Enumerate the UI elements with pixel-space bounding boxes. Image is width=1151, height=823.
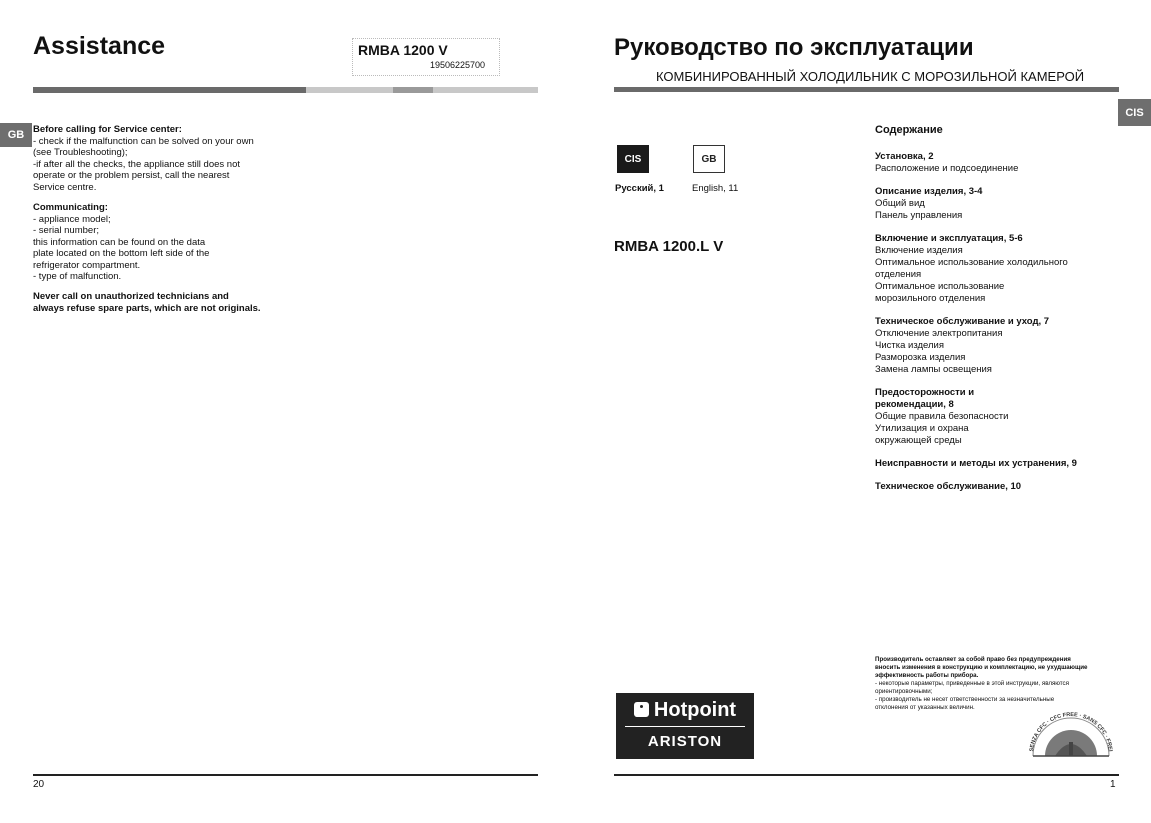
toc-section xyxy=(875,481,1115,493)
table-of-contents xyxy=(875,124,1115,504)
language-label-english: English, 11 xyxy=(692,183,739,194)
toc-item: Оптимальное использование холодильного xyxy=(875,257,1068,268)
header-rule-right xyxy=(614,87,1119,92)
toc-item: Замена лампы освещения xyxy=(875,364,992,375)
toc-item: Общий вид xyxy=(875,198,925,209)
disclaimer-line: Производитель оставляет за собой право без предупреждения xyxy=(875,656,1071,663)
toc-section-heading: Неисправности и методы их устранения, 9 xyxy=(875,458,1077,469)
toc-item: Отключение электропитания xyxy=(875,328,1003,339)
toc-item: Расположение и подсоединение xyxy=(875,163,1019,174)
toc-section xyxy=(875,316,1115,376)
footer-rule-right xyxy=(614,774,1119,776)
communicating-heading: Communicating: xyxy=(33,202,108,213)
toc-item: Оптимальное использование xyxy=(875,281,1005,292)
toc-section-heading: Техническое обслуживание, 10 xyxy=(875,481,1022,492)
communicating-line: refrigerator compartment. xyxy=(33,259,141,271)
toc-item: Включение изделия xyxy=(875,245,963,256)
toc-item: Чистка изделия xyxy=(875,340,944,351)
toc-section xyxy=(875,186,1115,222)
communicating-line: plate located on the bottom left side of the xyxy=(33,248,210,259)
toc-section xyxy=(875,458,1115,470)
toc-section-heading: Установка, 2 xyxy=(875,151,934,162)
toc-section-heading: рекомендации, 8 xyxy=(875,399,954,410)
footer-rule-left xyxy=(33,774,538,776)
toc-section xyxy=(875,233,1115,305)
disclaimer-line: отклонения от указанных величин. xyxy=(875,704,975,711)
seal-text: SENZA CFC · CFC FREE · SANS CFC · FREI xyxy=(1029,711,1113,752)
toc-section-heading: Включение и эксплуатация, 5-6 xyxy=(875,233,1023,244)
logo-brand-top: Hotpoint xyxy=(653,699,737,721)
model-name: RMBA 1200 V xyxy=(358,42,448,58)
page-number-right: 1 xyxy=(1110,779,1116,790)
language-tab-gb: GB xyxy=(0,123,32,147)
logo-brand-bottom: ARISTON xyxy=(647,733,723,750)
toc-item: Утилизация и охрана xyxy=(875,423,969,434)
warning-line: Never call on unauthorized technicians and xyxy=(33,291,229,302)
page-title-manual: Руководство по эксплуатации xyxy=(614,34,974,61)
communicating-line: - serial number; xyxy=(33,225,99,236)
toc-item: Панель управления xyxy=(875,210,963,221)
disclaimer-line: эффективность работы прибора. xyxy=(875,672,979,679)
communicating-section xyxy=(33,202,283,283)
disclaimer-line: ориентировочными; xyxy=(875,688,933,695)
header-rule-left xyxy=(33,87,538,93)
toc-item: отделения xyxy=(875,269,922,280)
language-box-gb: GB xyxy=(693,145,725,173)
warning-line: always refuse spare parts, which are not originals. xyxy=(33,302,261,314)
toc-section xyxy=(875,387,1115,447)
page-title-assistance: Assistance xyxy=(33,32,166,60)
service-line: (see Troubleshooting); xyxy=(33,147,128,158)
toc-item: окружающей среды xyxy=(875,435,962,446)
toc-section-heading: Описание изделия, 3-4 xyxy=(875,186,983,197)
cfc-free-seal-icon xyxy=(1025,688,1117,762)
toc-heading: Содержание xyxy=(875,124,943,136)
page-number-left: 20 xyxy=(33,779,45,790)
warning-section xyxy=(33,291,283,314)
hotpoint-ariston-logo xyxy=(616,693,754,759)
service-line: operate or the problem persist, call the nearest xyxy=(33,170,230,181)
service-heading: Before calling for Service center: xyxy=(33,124,182,135)
toc-item: Общие правила безопасности xyxy=(875,411,1009,422)
language-label-russian: Русский, 1 xyxy=(615,183,664,194)
toc-item: морозильного отделения xyxy=(875,293,986,304)
service-line: Service centre. xyxy=(33,181,97,193)
service-line: -if after all the checks, the appliance still does not xyxy=(33,158,241,170)
toc-item: Разморозка изделия xyxy=(875,352,966,363)
toc-section-heading: Предосторожности и xyxy=(875,387,975,398)
communicating-line: - appliance model; xyxy=(33,213,111,225)
disclaimer-line: вносить изменения в конструкцию и комплектацию, не ухудшающие xyxy=(875,664,1088,671)
language-box-cis: CIS xyxy=(617,145,649,173)
model-name-right: RMBA 1200.L V xyxy=(614,238,724,255)
communicating-line: this information can be found on the data xyxy=(33,236,206,248)
language-tab-cis: CIS xyxy=(1118,99,1151,126)
hotpoint-mark-icon xyxy=(634,702,649,717)
communicating-line: - type of malfunction. xyxy=(33,271,122,282)
model-code: 19506225700 xyxy=(430,60,486,70)
disclaimer-line: - производитель не несет ответственности за незначительные xyxy=(875,696,1055,703)
page-subtitle: КОМБИНИРОВАННЫЙ ХОЛОДИЛЬНИК С МОРОЗИЛЬНОЙ КАМЕРОЙ xyxy=(656,69,1085,84)
service-section xyxy=(33,124,283,193)
toc-section xyxy=(875,151,1115,175)
toc-section-heading: Техническое обслуживание и уход, 7 xyxy=(875,316,1050,327)
disclaimer-line: - некоторые параметры, приведенные в этой инструкции, являются xyxy=(875,680,1070,687)
service-line: - check if the malfunction can be solved on your own xyxy=(33,135,254,147)
